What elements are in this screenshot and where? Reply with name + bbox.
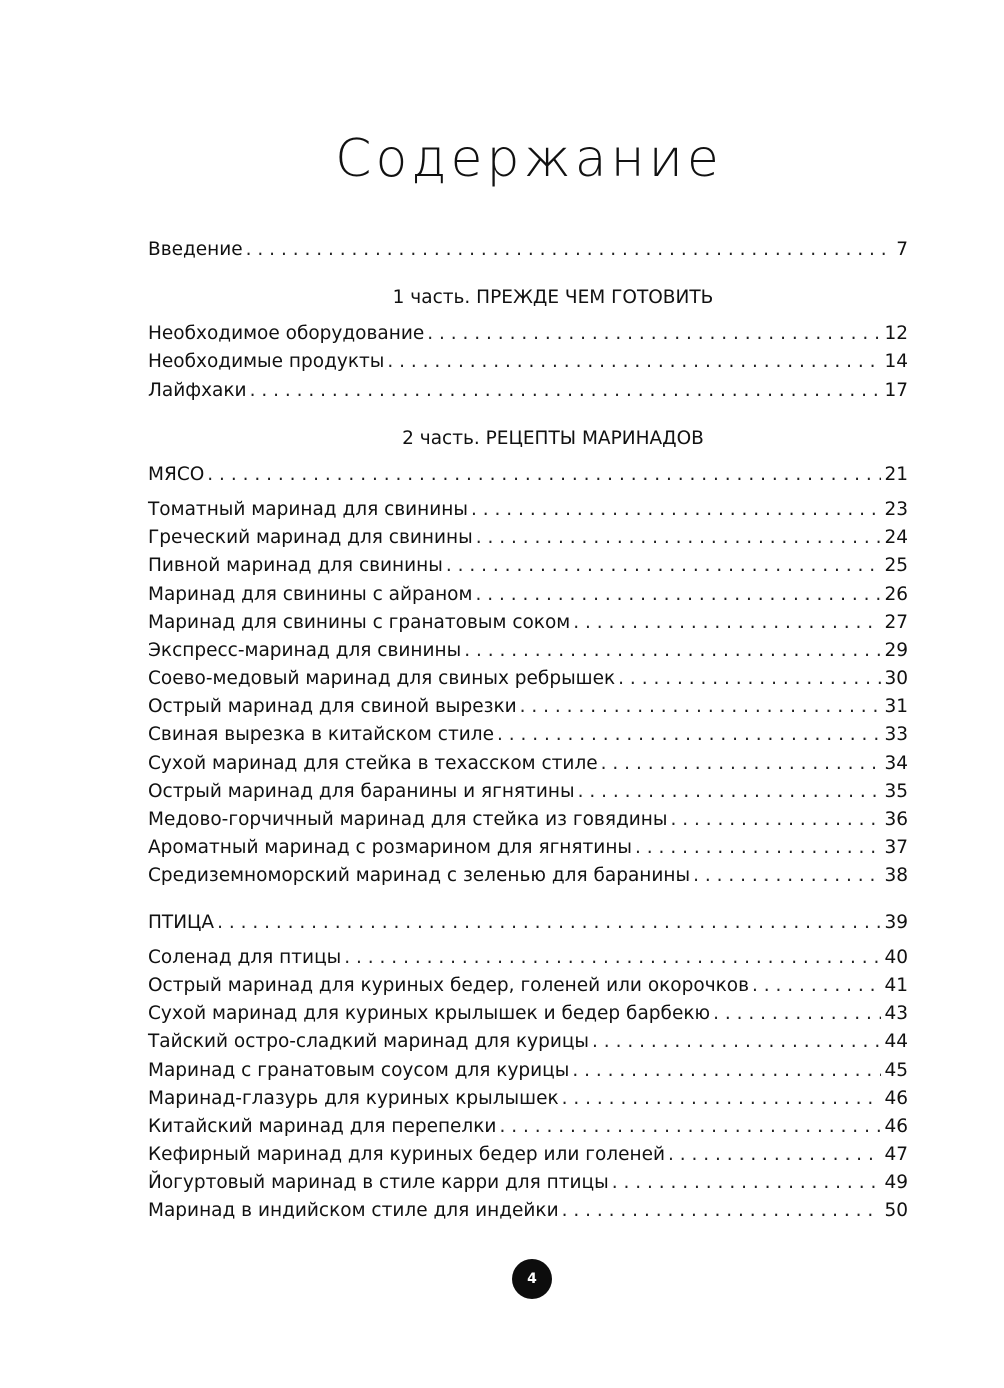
toc-entry-label: Маринад с гранатовым соусом для курицы [148,1059,570,1081]
section-label: МЯСО [148,463,205,485]
toc-entry-label: Свиная вырезка в китайском стиле [148,724,494,746]
toc-entry [148,581,908,609]
dot-leader [752,972,881,1000]
dot-leader [618,665,881,693]
toc-entry [148,496,908,524]
dot-leader [668,1141,881,1169]
section-page: 21 [884,463,908,485]
page-title: Содержание [335,129,723,189]
toc-entry-label: Маринад для свинины с айраном [148,583,473,605]
meat-entries [148,496,908,891]
toc-entry-page: 14 [884,351,908,373]
toc-entry-label: Томатный маринад для свинины [148,498,469,520]
toc-entry [148,377,908,405]
toc-entry-page: 40 [884,946,908,968]
toc-entry-page: 43 [884,1003,908,1025]
dot-leader [471,496,881,524]
toc-entry [148,721,908,749]
section-poultry [148,909,908,937]
toc-entry-page: 44 [884,1031,908,1053]
toc-entry-label: Соленад для птицы [148,946,342,968]
dot-leader [572,1057,881,1085]
toc-entry-label: Необходимые продукты [148,351,385,373]
toc-entry [148,1197,908,1225]
toc-entry-page: 46 [884,1087,908,1109]
section-page: 39 [884,911,908,933]
toc-entry [148,693,908,721]
dot-leader [520,693,882,721]
toc-entry [148,1028,908,1056]
toc-entry-label: Кефирный маринад для куриных бедер или голеней [148,1144,665,1166]
section-meat [148,461,908,489]
toc-entry [148,552,908,580]
toc-entry-label: Йогуртовый маринад в стиле карри для птицы [148,1172,609,1194]
dot-leader [562,1085,882,1113]
dot-leader [562,1197,882,1225]
toc-entry-label: Маринад для свинины с гранатовым соком [148,611,571,633]
toc-entry [148,862,908,890]
toc-entry-label: Маринад-глазурь для куриных крылышек [148,1087,559,1109]
toc-entry [148,1057,908,1085]
dot-leader [670,806,881,834]
toc-entry [148,665,908,693]
toc-entry-label: Лайфхаки [148,379,247,401]
toc-entry-page: 33 [884,724,908,746]
section-label: ПТИЦА [148,911,215,933]
part1-entries [148,320,908,405]
toc-entry-label: Необходимое оборудование [148,323,425,345]
dot-leader [578,778,882,806]
toc-entry-page: 25 [884,555,908,577]
toc-entry-label: Сухой маринад для куриных крылышек и бедер барбекю [148,1003,711,1025]
toc-entry [148,972,908,1000]
toc-entry-page: 49 [884,1172,908,1194]
toc-entry-label: Соево-медовый маринад для свиных ребрышек [148,668,616,690]
toc-entry-page: 26 [884,583,908,605]
toc-entry-page: 23 [884,498,908,520]
toc-entry-page: 50 [884,1200,908,1222]
page-number-badge: 4 [512,1259,552,1299]
dot-leader [635,834,881,862]
toc-entry-page: 46 [884,1115,908,1137]
toc-entry-label: Маринад в индийском стиле для индейки [148,1200,559,1222]
dot-leader [217,909,881,937]
toc-entry-page: 36 [884,809,908,830]
toc-entry [148,348,908,376]
toc-entry-page: 29 [884,639,908,661]
dot-leader [601,750,882,778]
toc-entry-page: 27 [884,611,908,633]
dot-leader [446,552,882,580]
toc-entry-label: Китайский маринад для перепелки [148,1115,497,1137]
toc-entry [148,637,908,665]
toc-entry-page: 37 [884,837,908,859]
toc-entry [148,320,908,348]
toc-entry-page: 31 [884,696,908,718]
dot-leader [592,1028,881,1056]
toc-entry-page: 38 [884,865,908,887]
toc-entry-page: 34 [884,752,908,774]
toc-entry [148,1141,908,1169]
toc-entry-label: Острый маринад для куриных бедер, голеней или окорочков [148,974,750,996]
toc-entry-page: 17 [884,379,908,401]
toc-entry-label: Ароматный маринад с розмарином для ягнятины [148,837,633,859]
dot-leader [612,1169,882,1197]
toc-entry [148,778,908,806]
dot-leader [344,944,881,972]
toc-entry [148,1169,908,1197]
part1-heading: 1 часть. ПРЕЖДЕ ЧЕМ ГОТОВИТЬ [392,287,714,309]
toc-entry-page: 35 [884,780,908,802]
toc-entry-page: 7 [896,239,908,260]
toc-entry [148,1000,908,1028]
dot-leader [207,461,881,489]
toc-entry-label: Греческий маринад для свинины [148,527,473,549]
poultry-entries [148,944,908,1226]
toc-entry-page: 12 [884,323,908,345]
toc-entry-label: Острый маринад для свиной вырезки [148,696,517,718]
toc-entry-page: 24 [884,527,908,549]
toc-entry [148,1085,908,1113]
dot-leader [246,236,894,264]
toc-entry-page: 30 [884,668,908,690]
dot-leader [387,348,881,376]
toc-entry-label: Экспресс-маринад для свинины [148,639,462,661]
dot-leader [475,581,881,609]
dot-leader [693,862,881,890]
toc-entry-intro [148,236,908,264]
dot-leader [497,721,882,749]
dot-leader [573,609,881,637]
toc-entry [148,524,908,552]
dot-leader [250,377,882,405]
toc-entry [148,834,908,862]
toc-entry-label: Пивной маринад для свинины [148,555,443,577]
dot-leader [713,1000,881,1028]
toc-entry-label: Медово-горчичный маринад для стейка из говядины [148,809,668,830]
toc-entry [148,750,908,778]
table-of-contents [148,236,908,1226]
toc-entry-page: 45 [884,1059,908,1081]
dot-leader [476,524,882,552]
toc-entry [148,609,908,637]
dot-leader [499,1113,881,1141]
toc-entry-label: Введение [148,239,243,260]
part2-heading: 2 часть. РЕЦЕПТЫ МАРИНАДОВ [402,427,704,449]
dot-leader [427,320,881,348]
dot-leader [464,637,881,665]
toc-entry [148,1113,908,1141]
toc-entry-label: Сухой маринад для стейка в техасском стиле [148,752,598,774]
toc-entry-label: Тайский остро-сладкий маринад для курицы [148,1031,590,1053]
toc-entry-label: Острый маринад для баранины и ягнятины [148,780,575,802]
toc-entry-label: Средиземноморский маринад с зеленью для баранины [148,865,691,887]
toc-entry-page: 41 [884,974,908,996]
toc-entry [148,806,908,834]
toc-entry [148,944,908,972]
toc-entry-page: 47 [884,1144,908,1166]
